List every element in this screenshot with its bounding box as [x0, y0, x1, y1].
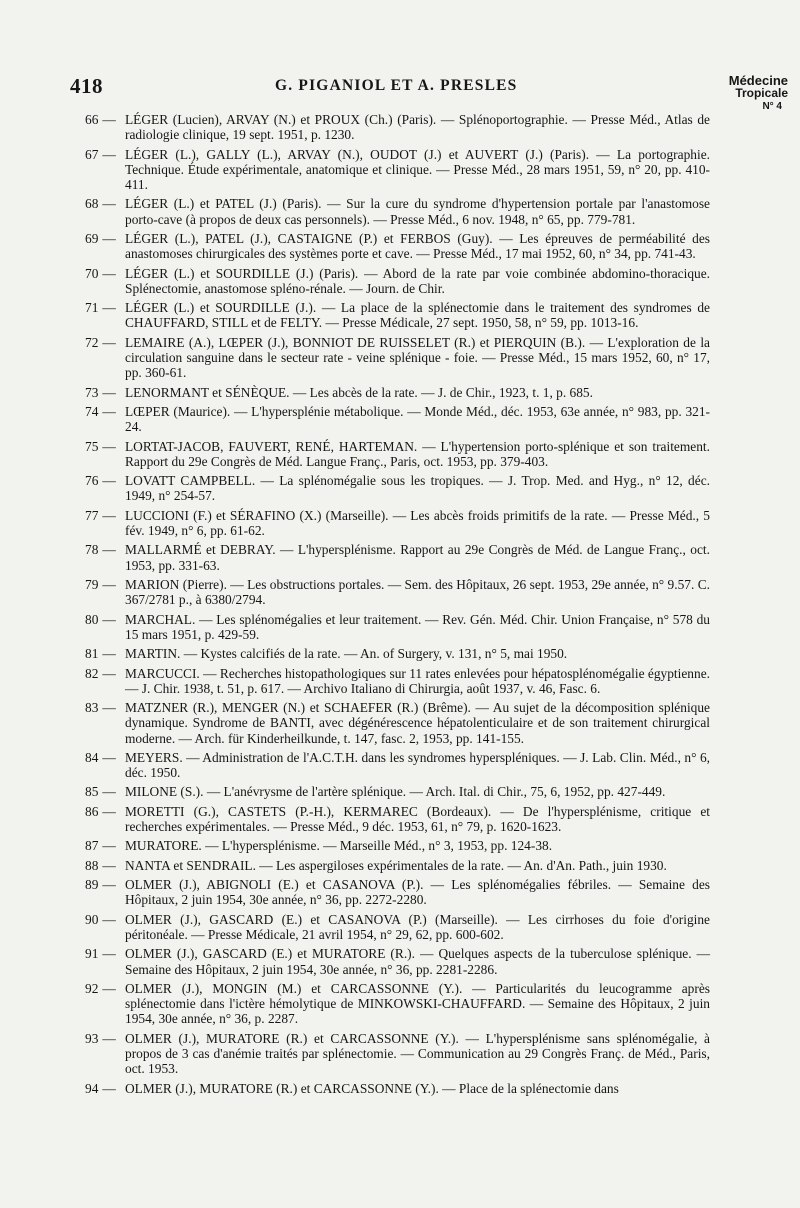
reference-number: [85, 542, 125, 572]
reference-number-value: 70: [85, 265, 99, 281]
reference-entry: [85, 1031, 710, 1077]
reference-number-value: 91: [85, 946, 99, 962]
reference-dash: —: [102, 646, 116, 662]
reference-text: MARCUCCI. — Recherches histopathologiques sur 11 rates enlevées pour hépatosplénomégalie égyptienne. — J. Chir. 1938, t. 51, p. 617. — Archivo Italiano di Chirurgia, août 1937, v. 46, Fasc. 6.: [125, 665, 710, 696]
reference-number-value: 84: [85, 749, 99, 765]
reference-entry: [85, 912, 710, 942]
reference-entry: [85, 1081, 710, 1096]
reference-number-value: 85: [85, 784, 99, 800]
reference-entry: [85, 473, 710, 503]
reference-number: [85, 666, 125, 696]
reference-entry: [85, 700, 710, 746]
reference-text: LÉGER (L.), GALLY (L.), ARVAY (N.), OUDOT (J.) et AUVERT (J.) (Paris). — La portographie. Technique. Étude expérimentale, anatomique et clinique. — Presse Méd., 28 mars 1951, 59, n° 20, pp. 410-411.: [125, 146, 710, 192]
reference-text: MARCHAL. — Les splénomégalies et leur traitement. — Rev. Gén. Méd. Chir. Union Française, n° 578 du 15 mars 1951, p. 429-59.: [125, 611, 710, 642]
reference-text: LÉGER (L.), PATEL (J.), CASTAIGNE (P.) et FERBOS (Guy). — Les épreuves de perméabilité des anastomoses chirurgicales des systèmes porte et cave. — Presse Méd., 17 mai 1952, 60, n° 34, pp. 741-43.: [125, 230, 710, 262]
reference-entry: [85, 439, 710, 469]
reference-dash: —: [102, 803, 116, 819]
reference-text: OLMER (J.), ABIGNOLI (E.) et CASANOVA (P.). — Les splénomégalies fébriles. — Semaine des Hôpitaux, 2 juin 1954, 30e année, n° 36, pp. 2272-2280.: [125, 877, 710, 908]
reference-number: [85, 858, 125, 873]
reference-text: LEMAIRE (A.), LŒPER (J.), BONNIOT DE RUISSELET (R.) et PIERQUIN (B.). — L'exploration de la circulation sanguine dans le secteur rate - veine splénique - foie. — Presse Méd., 15 mars 1952, 60, n° 17, pp. 360-61.: [125, 334, 710, 381]
reference-number: [85, 196, 125, 226]
reference-entry: [85, 981, 710, 1027]
reference-text: LÉGER (L.) et PATEL (J.) (Paris). — Sur la cure du syndrome d'hypertension portale par l'anastomose porto-cave (à propos de deux cas personnels). — Presse Méd., 6 nov. 1948, n° 65, pp. 779-781.: [125, 196, 710, 227]
reference-number: [85, 981, 125, 1027]
reference-entry: [85, 508, 710, 538]
reference-dash: —: [102, 146, 116, 162]
reference-number-value: 73: [85, 384, 99, 400]
reference-dash: —: [102, 403, 116, 419]
reference-number: [85, 946, 125, 976]
reference-text: MORETTI (G.), CASTETS (P.-H.), KERMAREC (Bordeaux). — De l'hypersplénisme, critique et recherches expérimentales. — Presse Méd., 9 déc. 1953, 61, n° 79, p. 1620-1623.: [125, 803, 710, 835]
reference-number-value: 87: [85, 838, 99, 854]
reference-number: [85, 1081, 125, 1096]
reference-dash: —: [102, 857, 116, 873]
reference-text: OLMER (J.), GASCARD (E.) et CASANOVA (P.) (Marseille). — Les cirrhoses du foie d'origine péritonéale. — Presse Médicale, 21 avril 1954, n° 29, 62, pp. 600-602.: [125, 911, 710, 943]
reference-entry: [85, 804, 710, 834]
reference-text: MILONE (S.). — L'anévrysme de l'artère splénique. — Arch. Ital. di Chir., 75, 6, 1952, pp. 427-449.: [125, 784, 666, 800]
reference-dash: —: [102, 611, 116, 627]
page-number: 418: [70, 74, 103, 98]
reference-text: LORTAT-JACOB, FAUVERT, RENÉ, HARTEMAN. — L'hypertension porto-splénique et son traitement. Rapport du 29e Congrès de Méd. Langue Franç., Paris, oct. 1953, pp. 379-403.: [125, 438, 710, 469]
reference-number-value: 67: [85, 146, 99, 162]
reference-dash: —: [102, 112, 116, 127]
reference-number-value: 74: [85, 403, 99, 419]
reference-dash: —: [102, 438, 116, 454]
reference-number-value: 77: [85, 507, 99, 523]
reference-text: LUCCIONI (F.) et SÉRAFINO (X.) (Marseille). — Les abcès froids primitifs de la rate. — Presse Méd., 5 fév. 1949, n° 6, pp. 61-62.: [125, 507, 710, 538]
reference-text: MATZNER (R.), MENGER (N.) et SCHAEFER (R.) (Brême). — Au sujet de la décomposition splénique dynamique. Syndrome de BANTI, avec dégénérescence hépatolenticulaire et de son traitement chirurgical moderne. — Arch. für Kinderheilkunde, t. 147, fasc. 2, 1953, pp. 141-155.: [125, 700, 710, 746]
reference-text: MARION (Pierre). — Les obstructions portales. — Sem. des Hôpitaux, 26 sept. 1953, 29e année, n° 9.57. C. 367/2781 p., à 6380/2794.: [125, 576, 710, 608]
reference-number-value: 89: [85, 877, 99, 893]
reference-number-value: 94: [85, 1080, 99, 1096]
reference-number-value: 92: [85, 981, 99, 997]
reference-dash: —: [102, 1030, 116, 1046]
reference-entry: [85, 404, 710, 434]
journal-name-line2: Tropicale: [735, 86, 788, 100]
reference-dash: —: [102, 665, 116, 681]
reference-text: LOVATT CAMPBELL. — La splénomégalie sous les tropiques. — J. Trop. Med. and Hyg., n° 12, déc. 1949, n° 254-57.: [125, 473, 710, 504]
reference-number-value: 66: [85, 112, 99, 127]
reference-number-value: 68: [85, 196, 99, 212]
reference-entry: [85, 385, 710, 400]
reference-entry: [85, 612, 710, 642]
reference-number-value: 80: [85, 611, 99, 627]
reference-entry: [85, 750, 710, 780]
reference-number-value: 90: [85, 911, 99, 927]
reference-dash: —: [102, 877, 116, 893]
reference-text: LÉGER (Lucien), ARVAY (N.) et PROUX (Ch.) (Paris). — Splénoportographie. — Presse Méd., Atlas de radiologie clinique, 19 sept. 1951, p. 1230.: [125, 112, 710, 143]
reference-number: [85, 147, 125, 193]
reference-number: [85, 1031, 125, 1077]
reference-entry: [85, 335, 710, 381]
reference-number: [85, 300, 125, 330]
reference-entry: [85, 838, 710, 853]
reference-entry: [85, 877, 710, 907]
reference-number: [85, 112, 125, 142]
running-title: G. PIGANIOL ET A. PRESLES: [275, 77, 518, 94]
reference-entry: [85, 946, 710, 976]
reference-number: [85, 577, 125, 607]
reference-number-value: 72: [85, 334, 99, 350]
journal-label: [688, 74, 788, 113]
reference-text: NANTA et SENDRAIL. — Les aspergiloses expérimentales de la rate. — An. d'An. Path., juin 1930.: [125, 857, 667, 873]
reference-dash: —: [102, 838, 116, 854]
reference-dash: —: [102, 542, 116, 558]
reference-text: MARTIN. — Kystes calcifiés de la rate. — An. of Surgery, v. 131, n° 5, mai 1950.: [125, 646, 568, 662]
reference-entry: [85, 112, 710, 142]
reference-number-value: 69: [85, 230, 99, 246]
reference-dash: —: [102, 784, 116, 800]
reference-number: [85, 439, 125, 469]
reference-number: [85, 404, 125, 434]
reference-dash: —: [102, 230, 116, 246]
reference-number: [85, 508, 125, 538]
reference-number-value: 88: [85, 857, 99, 873]
reference-number-value: 83: [85, 700, 99, 716]
reference-dash: —: [102, 265, 116, 281]
reference-number: [85, 231, 125, 261]
reference-number-value: 82: [85, 665, 99, 681]
reference-number: [85, 838, 125, 853]
reference-number-value: 93: [85, 1030, 99, 1046]
reference-dash: —: [102, 749, 116, 765]
reference-text: MEYERS. — Administration de l'A.C.T.H. dans les syndromes hyperspléniques. — J. Lab. Clin. Méd., n° 6, déc. 1950.: [125, 749, 710, 781]
reference-number: [85, 912, 125, 942]
reference-dash: —: [102, 700, 116, 716]
reference-entry: [85, 147, 710, 193]
reference-number: [85, 750, 125, 780]
reference-dash: —: [102, 334, 116, 350]
reference-dash: —: [102, 300, 116, 316]
reference-number: [85, 473, 125, 503]
reference-dash: —: [102, 473, 116, 489]
reference-number-value: 79: [85, 576, 99, 592]
reference-number-value: 81: [85, 646, 99, 662]
reference-number-value: 78: [85, 542, 99, 558]
reference-number: [85, 877, 125, 907]
reference-entry: [85, 858, 710, 873]
reference-text: MALLARMÉ et DEBRAY. — L'hypersplénisme. Rapport au 29e Congrès de Méd. de Langue Franç., oct. 1953, pp. 331-63.: [125, 542, 710, 573]
reference-number: [85, 335, 125, 381]
reference-entry: [85, 196, 710, 226]
reference-text: MURATORE. — L'hypersplénisme. — Marseille Méd., n° 3, 1953, pp. 124-38.: [125, 838, 553, 854]
reference-number-value: 71: [85, 300, 99, 316]
reference-number: [85, 612, 125, 642]
reference-number-value: 86: [85, 803, 99, 819]
reference-number: [85, 784, 125, 799]
reference-dash: —: [102, 196, 116, 212]
reference-entry: [85, 577, 710, 607]
reference-number-value: 75: [85, 438, 99, 454]
reference-number-value: 76: [85, 473, 99, 489]
reference-text: LŒPER (Maurice). — L'hypersplénie métabolique. — Monde Méd., déc. 1953, 63e année, n° 983, pp. 321-24.: [125, 403, 710, 435]
reference-text: LENORMANT et SÉNÈQUE. — Les abcès de la rate. — J. de Chir., 1923, t. 1, p. 685.: [125, 384, 593, 400]
reference-entry: [85, 542, 710, 572]
reference-entry: [85, 231, 710, 261]
reference-number: [85, 804, 125, 834]
reference-number: [85, 646, 125, 661]
reference-dash: —: [102, 981, 116, 997]
page-header: [0, 72, 800, 112]
reference-text: LÉGER (L.) et SOURDILLE (J.). — La place de la splénectomie dans le traitement des syndromes de CHAUFFARD, STILL et de FELTY. — Presse Médicale, 27 sept. 1950, 58, n° 59, pp. 1013-16.: [125, 300, 710, 331]
reference-text: OLMER (J.), MURATORE (R.) et CARCASSONNE (Y.). — Place de la splénectomie dans: [125, 1080, 619, 1096]
reference-list: [85, 112, 710, 1100]
reference-dash: —: [102, 576, 116, 592]
reference-text: OLMER (J.), MURATORE (R.) et CARCASSONNE (Y.). — L'hypersplénisme sans splénomégalie, à propos de 3 cas d'anémie traités par splénectomie. — Communication au 29 Congrès Franç. de Méd., Paris, oct. 1953.: [125, 1030, 710, 1077]
reference-number: [85, 700, 125, 746]
reference-dash: —: [102, 384, 116, 400]
reference-entry: [85, 646, 710, 661]
reference-dash: —: [102, 946, 116, 962]
journal-name-line1: Médecine: [728, 73, 788, 88]
reference-text: LÉGER (L.) et SOURDILLE (J.) (Paris). — Abord de la rate par voie combinée abdomino-thoracique. Splénectomie, anastomose spléno-rénale. — Journ. de Chir.: [125, 265, 710, 296]
reference-dash: —: [102, 911, 116, 927]
reference-dash: —: [102, 1080, 116, 1096]
reference-number: [85, 385, 125, 400]
reference-entry: [85, 300, 710, 330]
reference-entry: [85, 784, 710, 799]
reference-number: [85, 266, 125, 296]
reference-text: OLMER (J.), GASCARD (E.) et MURATORE (R.). — Quelques aspects de la tuberculose splénique. — Semaine des Hôpitaux, 2 juin 1954, 30e année, n° 36, pp. 2281-2286.: [125, 946, 710, 977]
journal-issue: N° 4: [762, 101, 782, 112]
reference-text: OLMER (J.), MONGIN (M.) et CARCASSONNE (Y.). — Particularités du leucogramme après splénectomie dans l'ictère hémolytique de MINKOWSKI-CHAUFFARD. — Semaine des Hôpitaux, 2 juin 1954, 30e année, n° 36, p. 2287.: [125, 981, 710, 1027]
reference-entry: [85, 266, 710, 296]
reference-dash: —: [102, 507, 116, 523]
reference-entry: [85, 666, 710, 696]
